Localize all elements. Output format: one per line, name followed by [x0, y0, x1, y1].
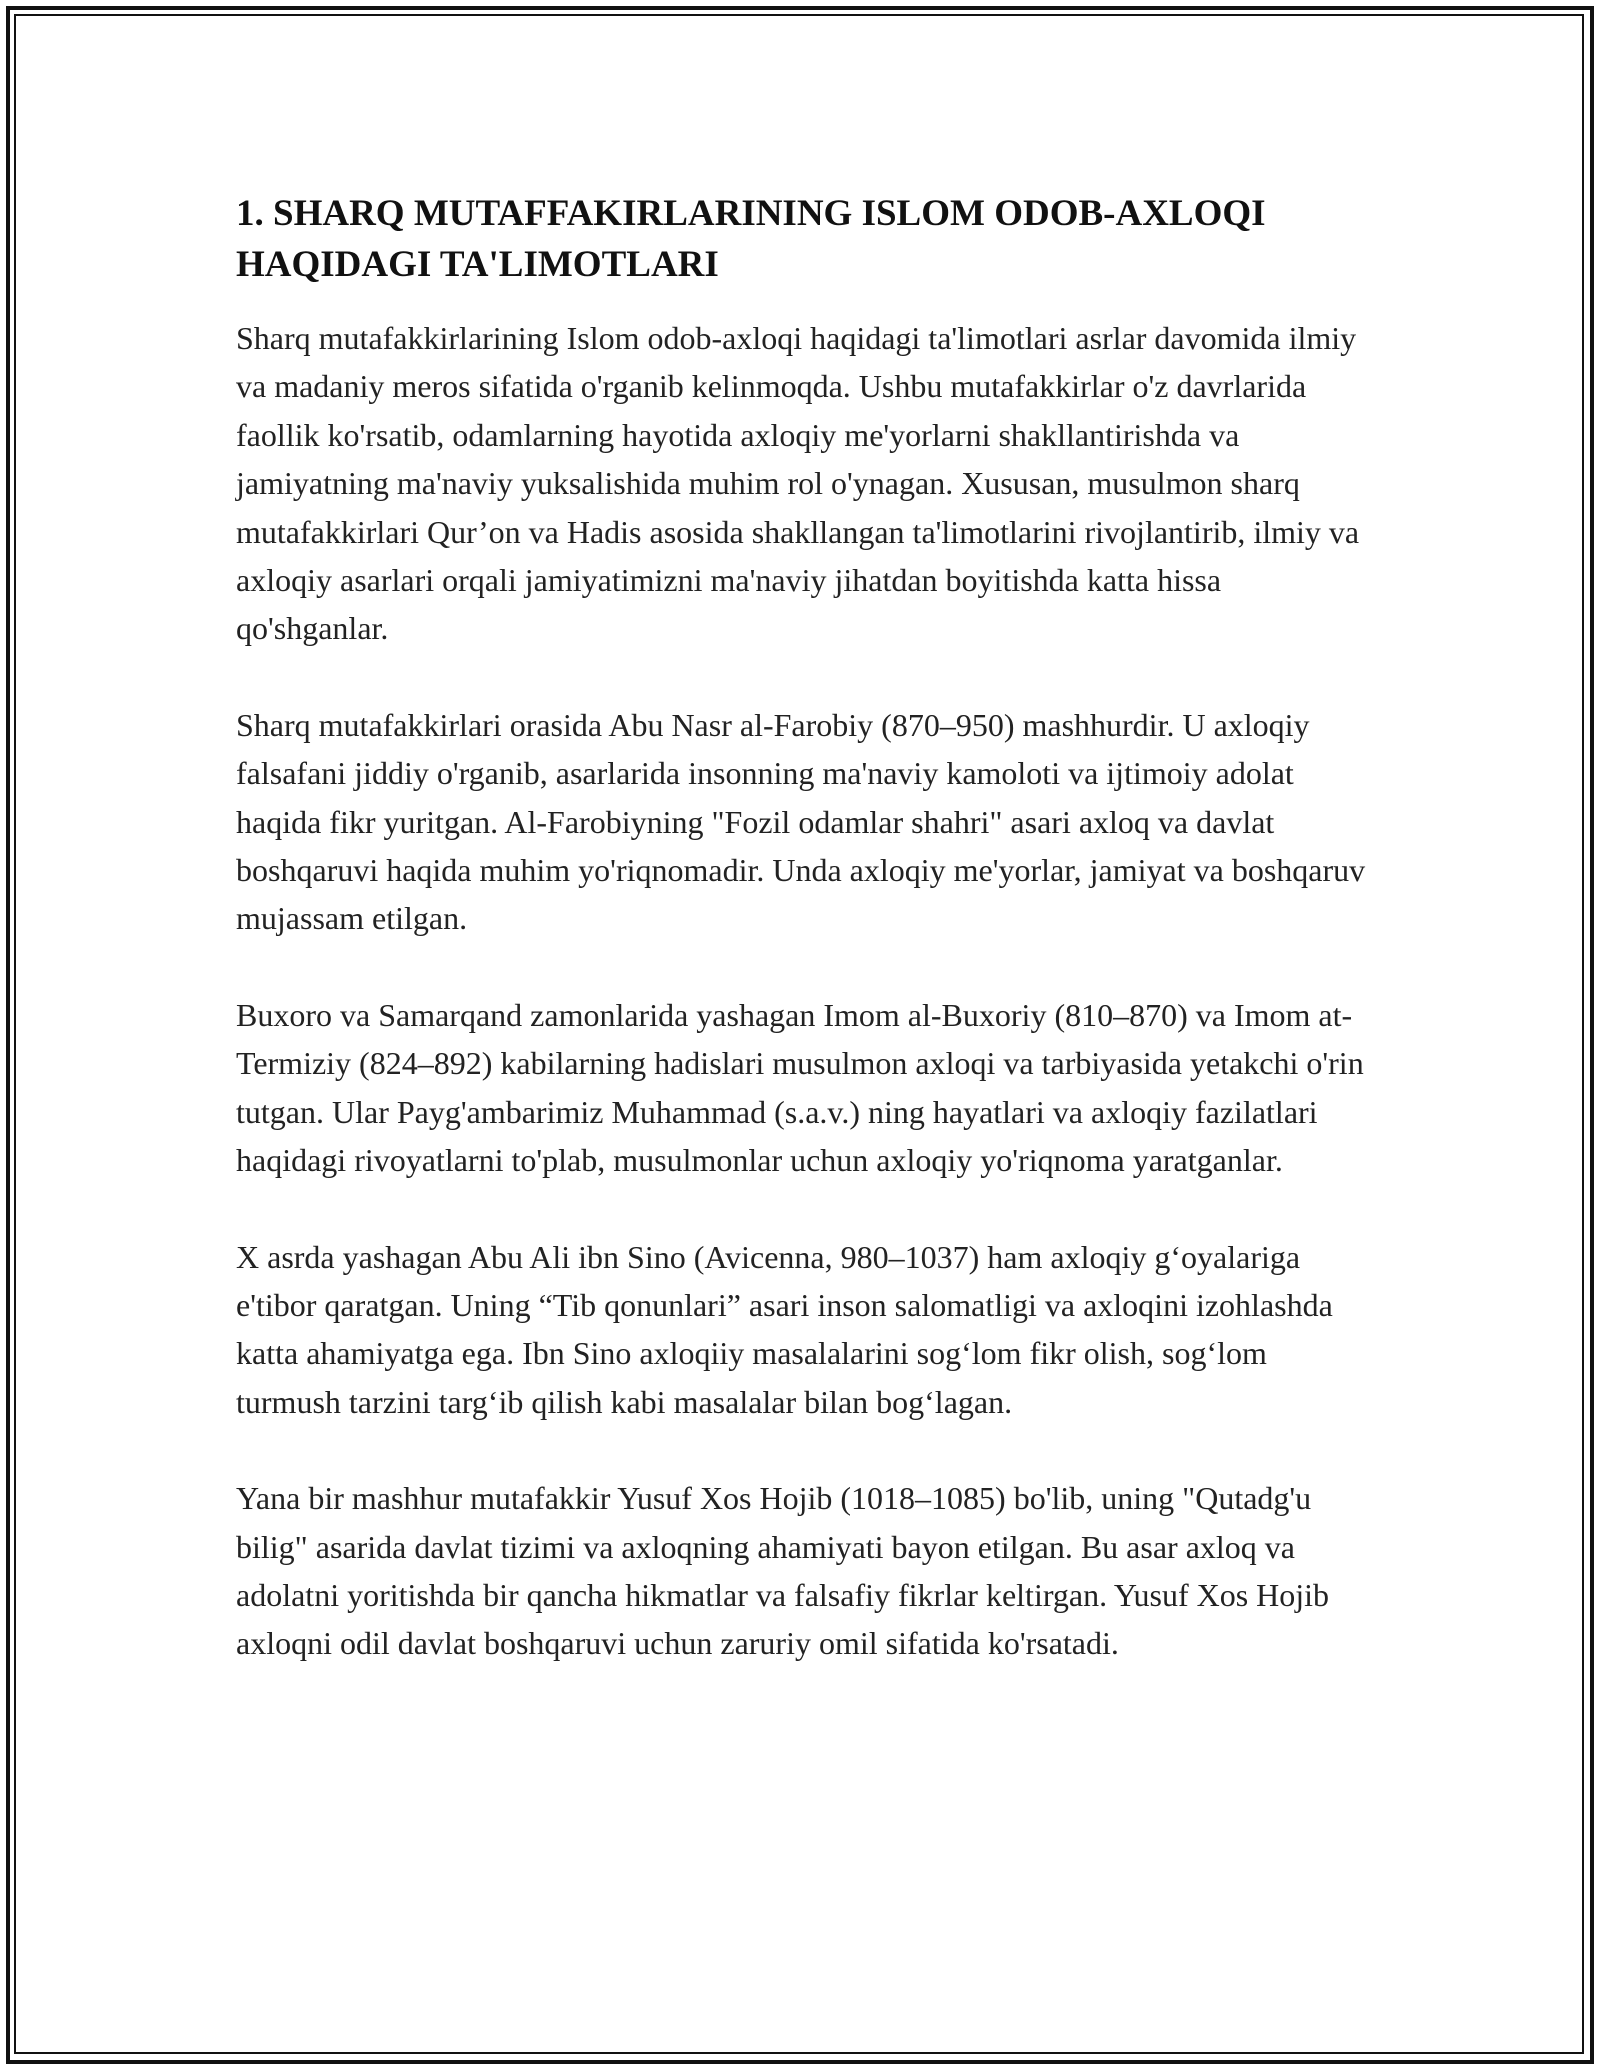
paragraph-yusuf-xos-hojib: Yana bir mashhur mutafakkir Yusuf Xos Hojib (1018–1085) bo'lib, uning "Qutadg'u bilig" asarida davlat tizimi va axloqning ahamiyati bayon etilgan. Bu asar axloq va adolatni yoritishda bir qancha hikmatlar va falsafiy fikrlar keltirgan. Yusuf Xos Hojib axloqni odil davlat boshqaruvi uchun zaruriy omil sifatida ko'rsatadi.	[236, 1480, 1330, 1662]
paragraph-ibn-sino: X asrda yashagan Abu Ali ibn Sino (Avicenna, 980–1037) ham axloqiy g‘oyalariga e'tibor qaratgan. Uning “Tib qonunlari” asari inson salomatligi va axloqini izohlashda katta ahamiyatga ega. Ibn Sino axloqiiy masalalarini sog‘lom fikr olish, sog‘lom turmush tarzini targ‘ib qilish kabi masalalar bilan bog‘lagan.	[236, 1238, 1333, 1420]
paragraph-intro: Sharq mutafakkirlarining Islom odob-axloqi haqidagi ta'limotlari asrlar davomida ilmiy va madaniy meros sifatida o'rganib kelinmoqda. Ushbu mutafakkirlar o'z davrlarida faollik ko'rsatib, odamlarning hayotida axloqiy me'yorlarni shakllantirishda va jamiyatning ma'naviy yuksalishida muhim rol o'ynagan. Xususan, musulmon sharq mutafakkirlari Qur’on va Hadis asosida shakllangan ta'limotlarini rivojlantirib, ilmiy va axloqiy asarlari orqali jamiyatimizni ma'naviy jihatdan boyitishda katta hissa qo'shganlar.	[236, 320, 1360, 647]
paragraph-buxoriy-termiziy: Buxoro va Samarqand zamonlarida yashagan Imom al-Buxoriy (810–870) va Imom at-Termiziy (824–892) kabilarning hadislari musulmon axloqi va tarbiyasida yetakchi o'rin tutgan. Ular Payg'ambarimiz Muhammad (s.a.v.) ning hayatlari va axloqiy fazilatlari haqidagi rivoyatlarni to'plab, musulmonlar uchun axloqiy yo'riqnoma yaratganlar.	[236, 996, 1364, 1179]
section-heading: 1. SHARQ MUTAFFAKIRLARINING ISLOM ODOB-AXLOQI HAQIDAGI TA'LIMOTLARI	[236, 193, 1266, 285]
document-body	[236, 188, 1376, 1716]
paragraph-farobiy: Sharq mutafakkirlari orasida Abu Nasr al-Farobiy (870–950) mashhurdir. U axloqiy falsafani jiddiy o'rganib, asarlarida insonning ma'naviy kamoloti va ijtimoiy adolat haqida fikr yuritgan. Al-Farobiyning "Fozil odamlar shahri" asari axloq va davlat boshqaruvi haqida muhim yo'riqnomadir. Unda axloqiy me'yorlar, jamiyat va boshqaruv mujassam etilgan.	[236, 706, 1366, 937]
